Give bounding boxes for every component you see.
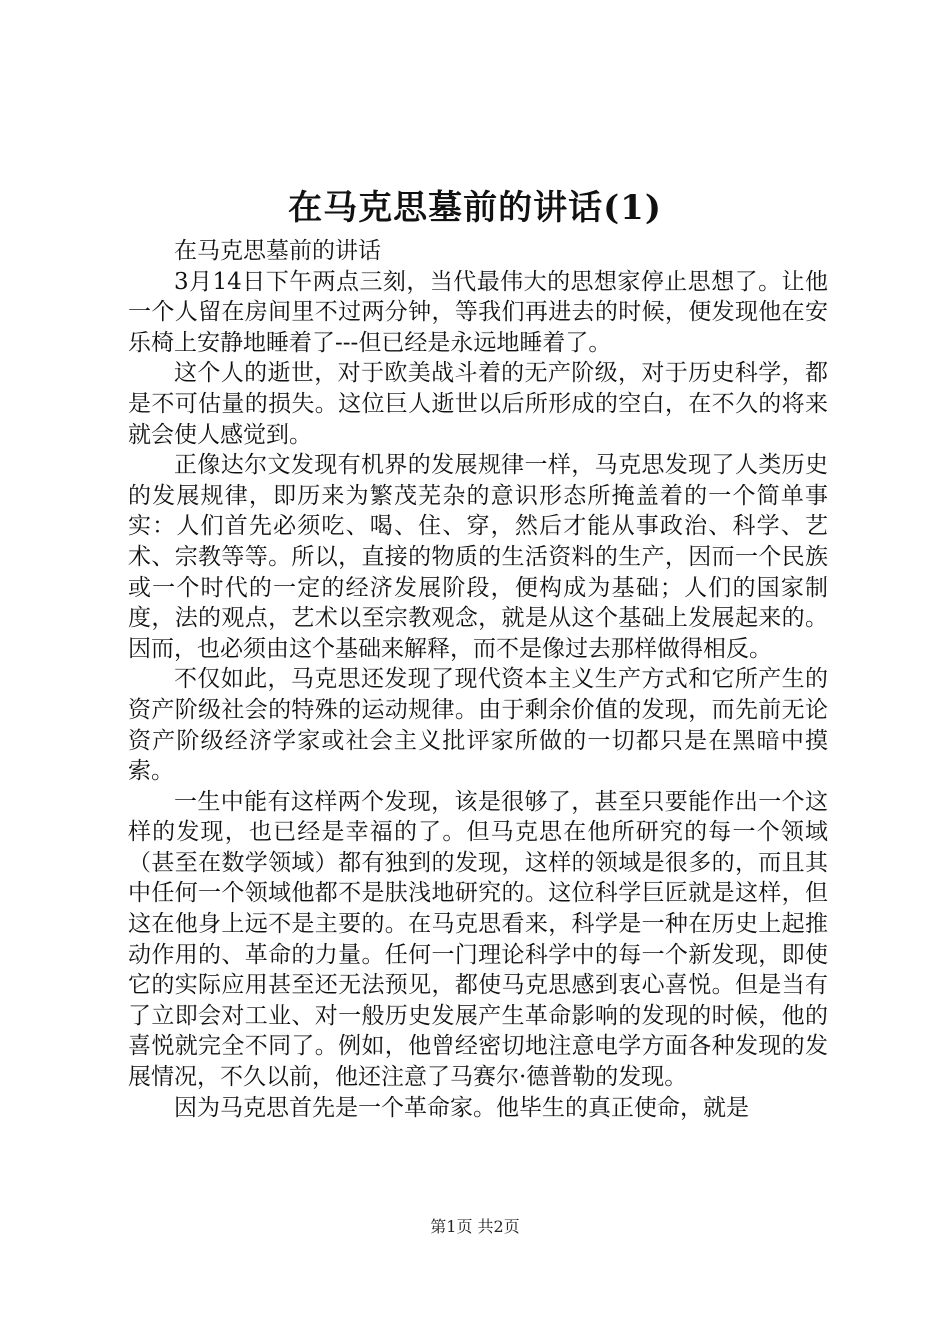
paragraph: 因为马克思首先是一个革命家。他毕生的真正使命，就是 xyxy=(174,1094,749,1121)
paragraph: 这个人的逝世，对于欧美战斗着的无产阶级，对于历史科学，都是不可估量的损失。这位巨人逝世以后所形成的空白，在不久的将来就会使人感觉到。 xyxy=(128,360,828,448)
page-number-footer: 第1页 共2页 xyxy=(430,1217,520,1236)
document-body xyxy=(128,236,828,1123)
paragraph: 不仅如此，马克思还发现了现代资本主义生产方式和它所产生的资产阶级社会的特殊的运动规律。由于剩余价值的发现，而先前无论资产阶级经济学家或社会主义批评家所做的一切都只是在黑暗中摸索。 xyxy=(128,666,828,785)
paragraph-subtitle: 在马克思墓前的讲话 xyxy=(174,238,381,264)
paragraph: 一生中能有这样两个发现，该是很够了，甚至只要能作出一个这样的发现，也已经是幸福的了。但马克思在他所研究的每一个领域（甚至在数学领域）都有独到的发现，这样的领域是很多的，而且其中任何一个领域他都不是肤浅地研究的。这位科学巨匠就是这样，但这在他身上远不是主要的。在马克思看来，科学是一种在历史上起推动作用的、革命的力量。任何一门理论科学中的每一个新发现，即使它的实际应用甚至还无法预见，都使马克思感到衷心喜悦。但是当有了立即会对工业、对一般历史发展产生革命影响的发现的时候，他的喜悦就完全不同了。例如，他曾经密切地注意电学方面各种发现的发展情况，不久以前，他还注意了马赛尔·德普勒的发现。 xyxy=(128,788,828,1091)
document-title: 在马克思墓前的讲话(1) xyxy=(288,188,662,228)
paragraph: 3月14日下午两点三刻，当代最伟大的思想家停止思想了。让他一个人留在房间里不过两分钟，等我们再进去的时候，便发现他在安乐椅上安静地睡着了---但已经是永远地睡着了。 xyxy=(128,268,828,356)
paragraph: 正像达尔文发现有机界的发展规律一样，马克思发现了人类历史的发展规律，即历来为繁茂芜杂的意识形态所掩盖着的一个简单事实：人们首先必须吃、喝、住、穿，然后才能从事政治、科学、艺术、宗教等等。所以，直接的物质的生活资料的生产，因而一个民族或一个时代的一定的经济发展阶段，便构成为基础；人们的国家制度，法的观点，艺术以至宗教观念，就是从这个基础上发展起来的。因而，也必须由这个基础来解释，而不是像过去那样做得相反。 xyxy=(128,452,828,662)
